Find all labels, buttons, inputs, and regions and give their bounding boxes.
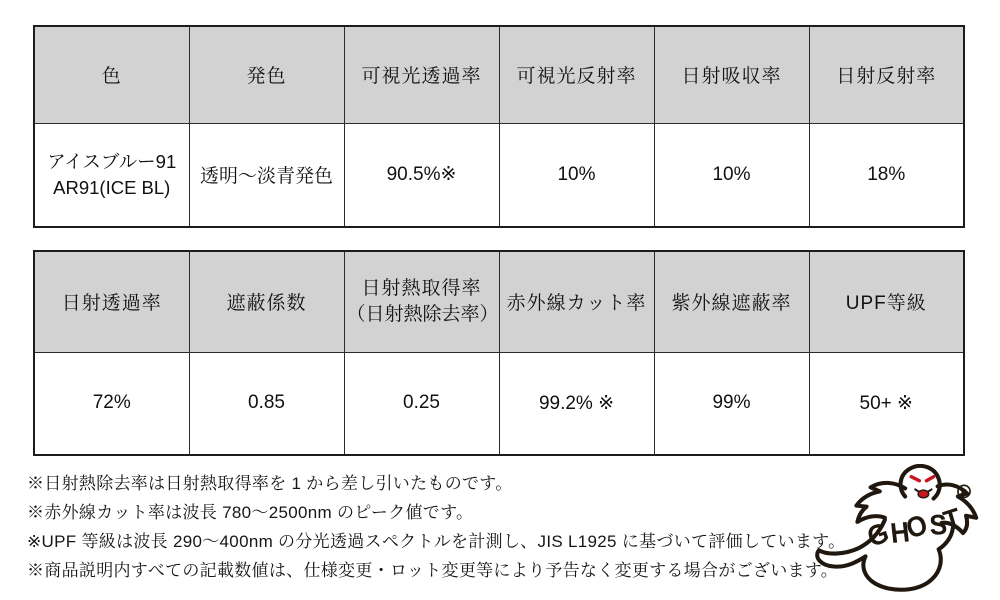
header-upf-grade: UPF等級 [809, 251, 964, 352]
ghost-left-eye [911, 477, 919, 481]
header-uv-shielding: 紫外線遮蔽率 [654, 251, 809, 352]
footnote-disclaimer: ※商品説明内すべての記載数値は、仕様変更・ロット変更等により予告なく変更する場合がございます。 [27, 561, 839, 580]
solar-spec-value-row [34, 352, 964, 455]
value-upf-grade: 50+ ※ [809, 352, 964, 455]
solar-spec-header-row [34, 251, 964, 352]
color-name-line1: アイスブルー91 [47, 150, 177, 172]
footnotes [27, 469, 857, 585]
header-solar-reflectance: 日射反射率 [809, 26, 964, 123]
ghost-right-eye [926, 477, 933, 481]
optical-spec-header-row [34, 26, 964, 123]
solar-spec-table [33, 250, 965, 456]
logo-brand-text: GHOST [863, 502, 966, 554]
registered-mark-r: R [960, 486, 968, 497]
header-color: 色 [34, 26, 189, 123]
header-solar-absorption: 日射吸収率 [654, 26, 809, 123]
header-visible-light-transmittance: 可視光透過率 [344, 26, 499, 123]
header-visible-light-reflectance: 可視光反射率 [499, 26, 654, 123]
value-uv-shielding: 99% [654, 352, 809, 455]
footnote-heat-removal: ※日射熱除去率は日射熱取得率を 1 から差し引いたものです。 [27, 474, 513, 493]
value-solar-heat-gain: 0.25 [344, 352, 499, 455]
value-solar-absorption: 10% [654, 123, 809, 227]
solar-heat-gain-line2: （日射熱除去率） [346, 303, 499, 325]
ghost-left-wing [856, 483, 905, 522]
solar-heat-gain-line1: 日射熱取得率 [361, 277, 482, 299]
footnote-infrared: ※赤外線カット率は波長 780～2500nm のピーク値です。 [27, 503, 474, 522]
value-visible-light-transmittance: 90.5%※ [344, 123, 499, 227]
ghost-brand-logo [808, 464, 984, 598]
value-shading-coefficient: 0.85 [189, 352, 344, 455]
header-color-development: 発色 [189, 26, 344, 123]
value-color-name [34, 123, 189, 227]
value-color-development: 透明～淡青発色 [189, 123, 344, 227]
value-visible-light-reflectance: 10% [499, 123, 654, 227]
color-name-line2: AR91(ICE BL) [53, 176, 171, 198]
header-shading-coefficient: 遮蔽係数 [189, 251, 344, 352]
value-solar-reflectance: 18% [809, 123, 964, 227]
header-infrared-cut: 赤外線カット率 [499, 251, 654, 352]
ghost-tongue [918, 490, 929, 498]
value-solar-transmittance: 72% [34, 352, 189, 455]
footnote-upf: ※UPF 等級は波長 290～400nm の分光透過スペクトルを計測し、JIS L1925 に基づいて評価しています。 [27, 532, 846, 551]
header-solar-transmittance: 日射透過率 [34, 251, 189, 352]
header-solar-heat-gain [344, 251, 499, 352]
optical-spec-value-row [34, 123, 964, 227]
value-infrared-cut: 99.2% ※ [499, 352, 654, 455]
optical-spec-table [33, 25, 965, 228]
